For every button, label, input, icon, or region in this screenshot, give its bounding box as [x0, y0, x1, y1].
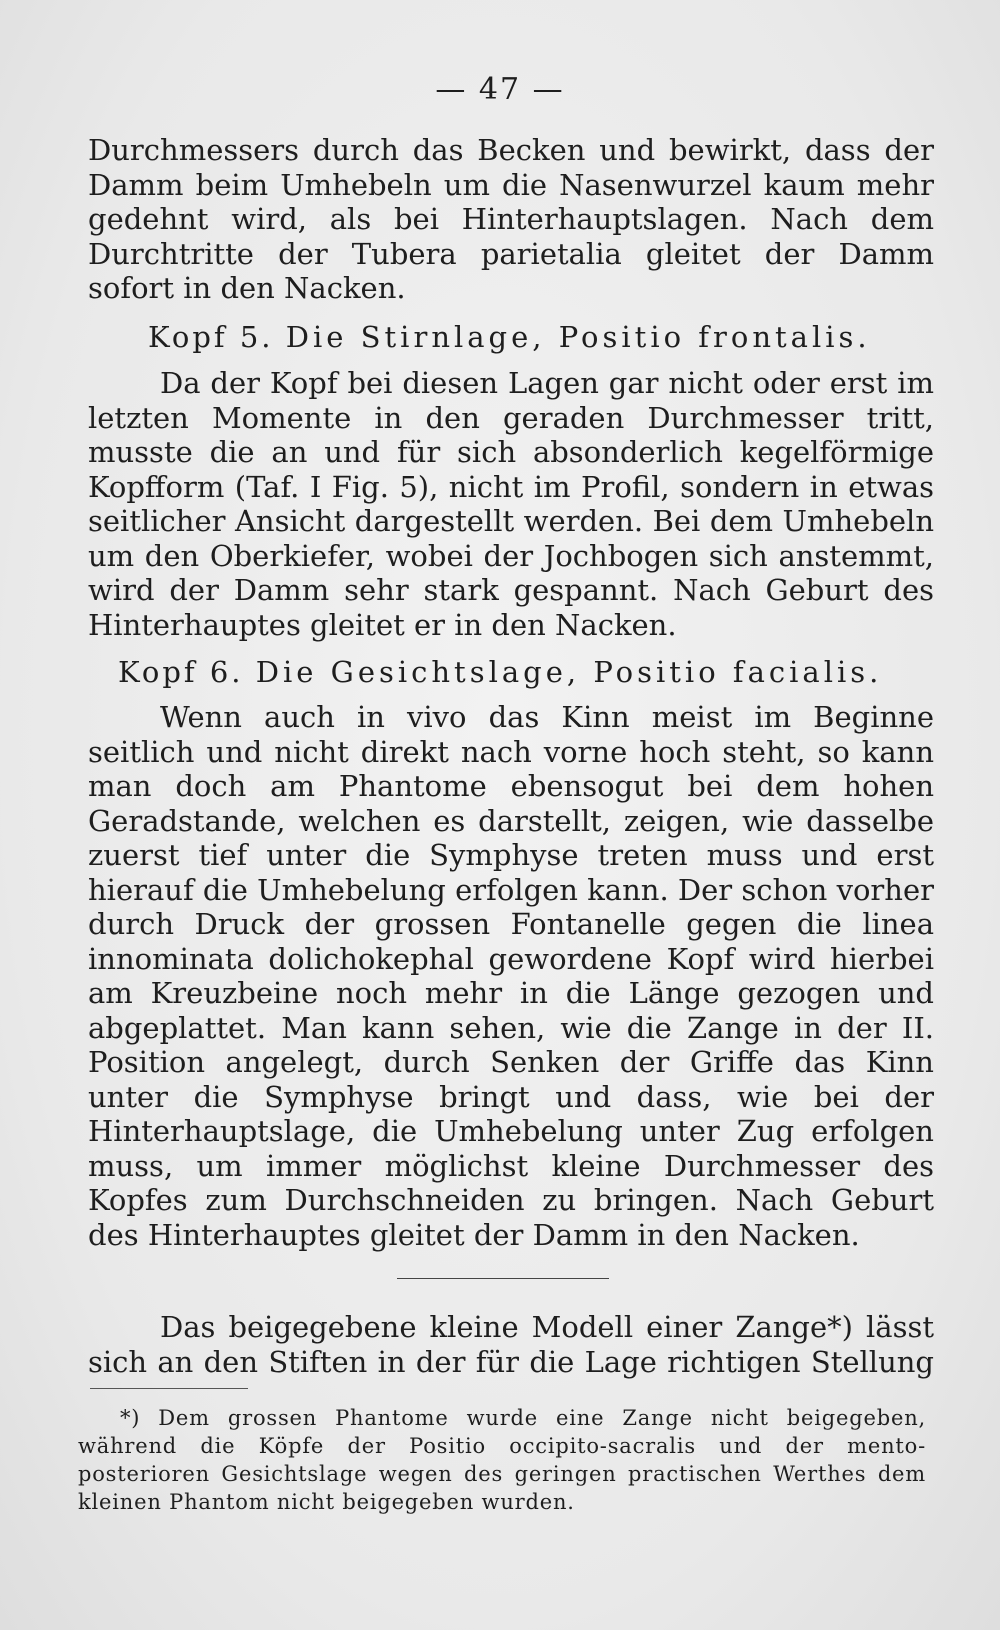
- section-heading-kopf-5: [148, 320, 871, 354]
- heading-label: Kopf 5.: [148, 320, 274, 354]
- section-divider: [397, 1278, 609, 1279]
- heading-title: Die Stirnlage, Positio frontalis.: [285, 320, 871, 354]
- footnote-divider: [90, 1388, 248, 1389]
- page-number: — 47 —: [435, 72, 565, 107]
- paragraph-2-text: Da der Kopf bei diesen Lagen gar nicht oder erst im letzten Momente in den geraden Durchmesser tritt, musste die an und für sich absonderlich kegelförmige Kopfform (Taf. I Fig. 5), nicht im Profil, sondern in etwas seitlicher Ansicht dargestellt werden. Bei dem Umhebeln um den Oberkiefer, wobei der Jochbogen sich anstemmt, wird der Damm sehr stark gespannt. Nach Geburt des Hinterhauptes gleitet er in den Nacken.: [88, 366, 934, 642]
- heading-title: Die Gesichtslage, Positio facialis.: [255, 655, 883, 689]
- paragraph-continuation: [88, 133, 934, 306]
- paragraph-4-text: Das beigegebene kleine Modell einer Zange*) lässt sich an den Stiften in der für die Lage richtigen Stellung: [88, 1310, 934, 1379]
- section-heading-kopf-6: [118, 655, 882, 689]
- paragraph-1-text: Durchmessers durch das Becken und bewirkt, dass der Damm beim Umhebeln um die Nasenwurzel kaum mehr gedehnt wird, als bei Hinterhauptslagen. Nach dem Durchtritte der Tubera parietalia gleitet der Damm sofort in den Nacken.: [88, 133, 934, 305]
- paragraph-zange: [88, 1310, 934, 1379]
- paragraph-gesichtslage: [88, 700, 934, 1252]
- footnote-text: *) Dem grossen Phantome wurde eine Zange nicht beigegeben, während die Köpfe der Positio occipito-sacralis und der mento-posterioren Gesichtslage wegen des geringen practischen Werthes dem kleinen Phantom nicht beigegeben wurden.: [78, 1406, 926, 1514]
- paragraph-stirnlage: [88, 366, 934, 642]
- footnote: [78, 1404, 926, 1516]
- paragraph-3-text: Wenn auch in vivo das Kinn meist im Beginne seitlich und nicht direkt nach vorne hoch steht, so kann man doch am Phantome ebensogut bei dem hohen Geradstande, welchen es darstellt, zeigen, wie dasselbe zuerst tief unter die Symphyse treten muss und erst hierauf die Umhebelung erfolgen kann. Der schon vorher durch Druck der grossen Fontanelle gegen die linea innominata dolichokephal gewordene Kopf wird hierbei am Kreuzbeine noch mehr in die Länge gezogen und abgeplattet. Man kann sehen, wie die Zange in der II. Position angelegt, durch Senken der Griffe das Kinn unter die Symphyse bringt und dass, wie bei der Hinterhauptslage, die Umhebelung unter Zug erfolgen muss, um immer möglichst kleine Durchmesser des Kopfes zum Durchschneiden zu bringen. Nach Geburt des Hinterhauptes gleitet der Damm in den Nacken.: [88, 700, 934, 1252]
- heading-label: Kopf 6.: [118, 655, 244, 689]
